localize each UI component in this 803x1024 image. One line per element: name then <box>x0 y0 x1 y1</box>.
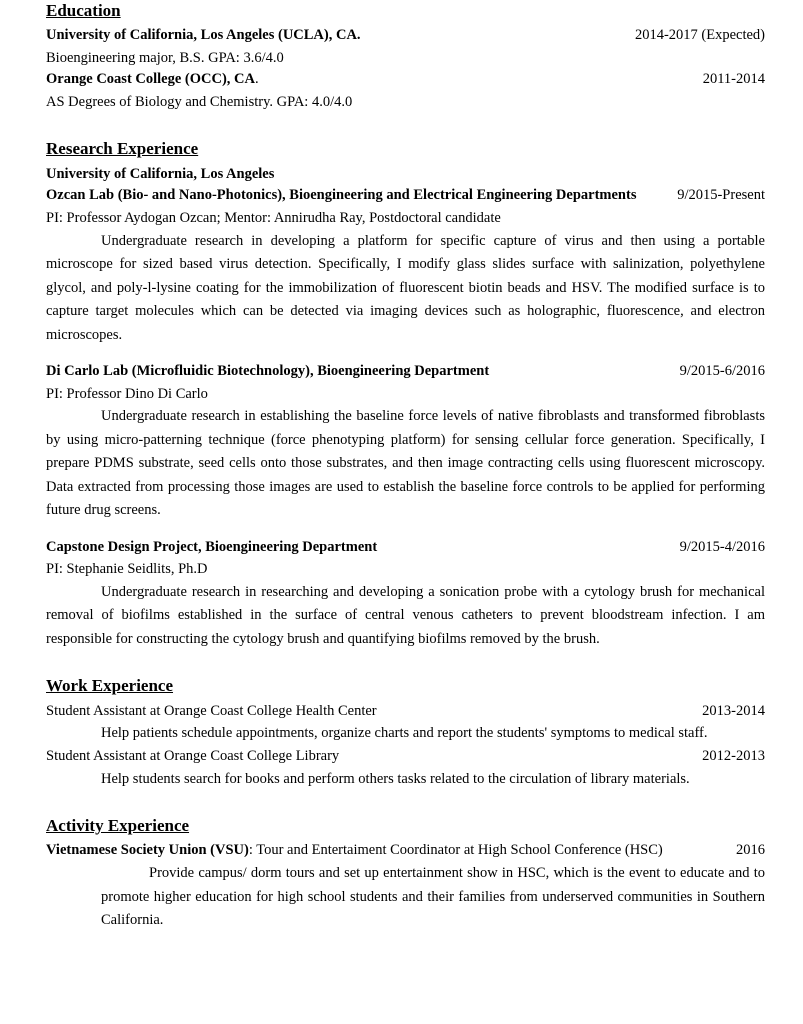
activity-entry-vsu-body: Provide campus/ dorm tours and set up entertainment show in HSC, which is the event to educate and to promote higher education for high school students and their families from underserved communities in Southern California. <box>101 865 765 929</box>
section-heading-activity: Activity Experience <box>46 816 190 836</box>
activity-entry-vsu-heading-rest: : Tour and Entertaiment Coordinator at High School Conference (HSC) <box>248 842 663 859</box>
education-entry-occ-heading: Orange Coast College (OCC), CA <box>46 71 256 88</box>
section-activity-experience <box>46 815 765 932</box>
education-entry-ucla-date: 2014-2017 (Expected) <box>634 27 765 44</box>
work-entry-library-body: Help students search for books and perform others tasks related to the circulation of library materials. <box>101 770 690 787</box>
spacer <box>46 116 765 138</box>
research-entry-capstone <box>46 537 765 559</box>
research-institution: University of California, Los Angeles <box>46 165 275 182</box>
education-entry-occ-date: 2011-2014 <box>702 71 765 88</box>
activity-entry-vsu-date: 2016 <box>736 842 765 859</box>
activity-entry-vsu-heading: Vietnamese Society Union (VSU) <box>46 842 249 859</box>
spacer <box>46 653 765 675</box>
education-entry-ucla-heading: University of California, Los Angeles (UCLA), CA. <box>46 27 361 44</box>
section-education <box>46 0 765 114</box>
work-entry-library-date: 2012-2013 <box>702 747 765 764</box>
research-entry-ozcan-body: Undergraduate research in developing a platform for specific capture of virus and then using a portable microscope for sized based virus detection. Specifically, I modify glass slides surface with salinization, polyethylene glycol, and poly-l-lysine coating for the immobilization of fluorescent biotin beads and HSV. The modified surface is to capture target molecules which can be detected via imaging devices such as holographic, fluorescence, and electron microscopes. <box>46 232 765 343</box>
section-research-experience <box>46 138 765 652</box>
activity-entry-vsu <box>46 840 765 862</box>
research-entry-dicarlo-date: 9/2015-6/2016 <box>679 363 765 380</box>
work-entry-health-center-date: 2013-2014 <box>702 702 765 719</box>
research-entry-capstone-body: Undergraduate research in researching and developing a sonication probe with a cytology brush for mechanical removal of biofilms established in the surface of central venous catheters to prevent bloodstream infection. I am responsible for constructing the cytology brush and quantifying biofilms removed by the brush. <box>46 583 765 647</box>
section-heading-research: Research Experience <box>46 138 199 158</box>
section-heading-education: Education <box>46 1 121 20</box>
spacer <box>46 793 765 815</box>
section-work-experience <box>46 675 765 791</box>
work-entry-health-center-body: Help patients schedule appointments, organize charts and report the students' symptoms to medical staff. <box>101 725 708 742</box>
research-entry-ozcan-heading: Ozcan Lab (Bio- and Nano-Photonics), Bioengineering and Electrical Engineering Departments <box>46 187 637 204</box>
work-entry-library-heading: Student Assistant at Orange Coast College Library <box>46 747 340 764</box>
research-entry-dicarlo-pi: PI: Professor Dino Di Carlo <box>46 385 208 402</box>
research-entry-ozcan <box>46 185 765 207</box>
education-entry-occ-detail: AS Degrees of Biology and Chemistry. GPA: 4.0/4.0 <box>46 94 353 111</box>
work-entry-health-center <box>46 701 765 723</box>
research-entry-ozcan-pi: PI: Professor Aydogan Ozcan; Mentor: Annirudha Ray, Postdoctoral candidate <box>46 210 501 227</box>
work-entry-health-center-heading: Student Assistant at Orange Coast College Health Center <box>46 702 377 719</box>
spacer <box>46 347 765 361</box>
education-entry-ucla <box>46 25 765 47</box>
education-entry-occ <box>46 69 765 91</box>
education-entry-occ-heading-suffix: . <box>255 71 259 88</box>
education-entry-ucla-detail: Bioengineering major, B.S. GPA: 3.6/4.0 <box>46 50 284 66</box>
section-heading-work: Work Experience <box>46 676 174 696</box>
work-entry-library <box>46 746 765 768</box>
research-entry-dicarlo <box>46 361 765 383</box>
research-entry-dicarlo-heading: Di Carlo Lab (Microfluidic Biotechnology), Bioengineering Department <box>46 363 490 380</box>
research-entry-capstone-pi: PI: Stephanie Seidlits, Ph.D <box>46 561 208 578</box>
research-entry-capstone-date: 9/2015-4/2016 <box>679 538 765 555</box>
research-entry-dicarlo-body: Undergraduate research in establishing the baseline force levels of native fibroblasts and transformed fibroblasts by using micro-patterning technique (force phenotyping platform) for sensing cellular force generation. Specifically, I prepare PDMS substrate, seed cells onto those substrates, and then image contracting cells using fluorescent microscopy. Data extracted from processing those images are used to establish the baseline force controls to be applied for performing future drug screens. <box>46 408 765 519</box>
spacer <box>46 523 765 537</box>
research-entry-ozcan-date: 9/2015-Present <box>677 187 765 204</box>
research-entry-capstone-heading: Capstone Design Project, Bioengineering Department <box>46 538 378 555</box>
